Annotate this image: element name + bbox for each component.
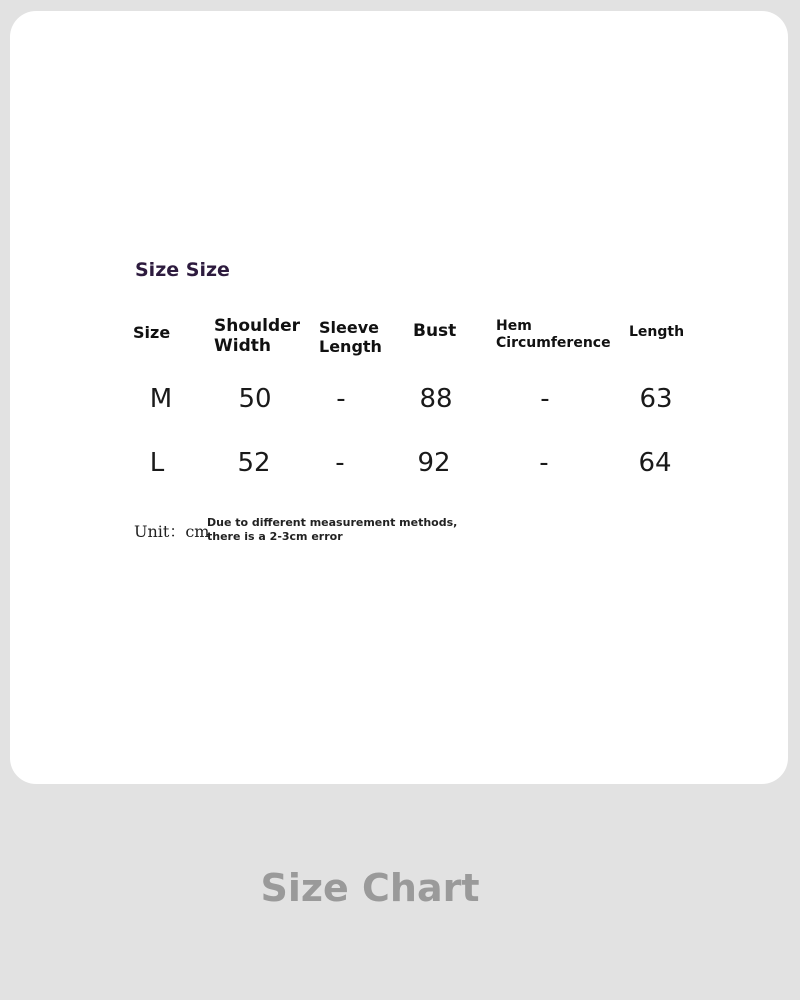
table-cell: 50 [238, 384, 272, 414]
measurement-note-line2: there is a 2-3cm error [207, 530, 343, 543]
column-header-length [629, 324, 684, 341]
column-header-shoulder-width-line2: Width [214, 336, 271, 357]
measurement-note-line1: Due to different measurement methods, [207, 516, 458, 529]
footer-title: Size Chart [260, 866, 480, 910]
table-cell: 52 [237, 448, 271, 478]
column-header-length-label: Length [629, 324, 685, 340]
column-header-sleeve-length-line1: Sleeve [319, 318, 379, 337]
table-cell: L [149, 448, 165, 478]
table-cell: 92 [417, 448, 451, 478]
column-header-hem-circumference-line2: Circumference [496, 334, 611, 351]
table-cell: - [540, 384, 550, 414]
chart-heading: Size Size [135, 259, 230, 281]
table-cell: - [336, 384, 346, 414]
column-header-size [133, 323, 170, 342]
column-header-bust-label: Bust [413, 321, 457, 341]
column-header-hem-circumference [496, 318, 611, 352]
column-header-shoulder-width-line1: Shoulder [214, 316, 301, 336]
table-cell: 64 [638, 448, 672, 478]
unit-label: Unit：cm [134, 522, 210, 541]
table-cell: - [539, 448, 549, 478]
column-header-size-label: Size [133, 323, 171, 342]
column-header-bust [413, 321, 456, 341]
column-header-sleeve-length-line2: Length [319, 337, 382, 357]
table-cell: M [149, 384, 173, 414]
column-header-shoulder-width [214, 316, 300, 357]
column-header-sleeve-length [319, 318, 382, 356]
table-cell: - [335, 448, 345, 478]
table-cell: 63 [639, 384, 673, 414]
measurement-note [207, 516, 457, 544]
column-header-hem-circumference-line1: Hem [496, 318, 532, 334]
table-cell: 88 [419, 384, 453, 414]
